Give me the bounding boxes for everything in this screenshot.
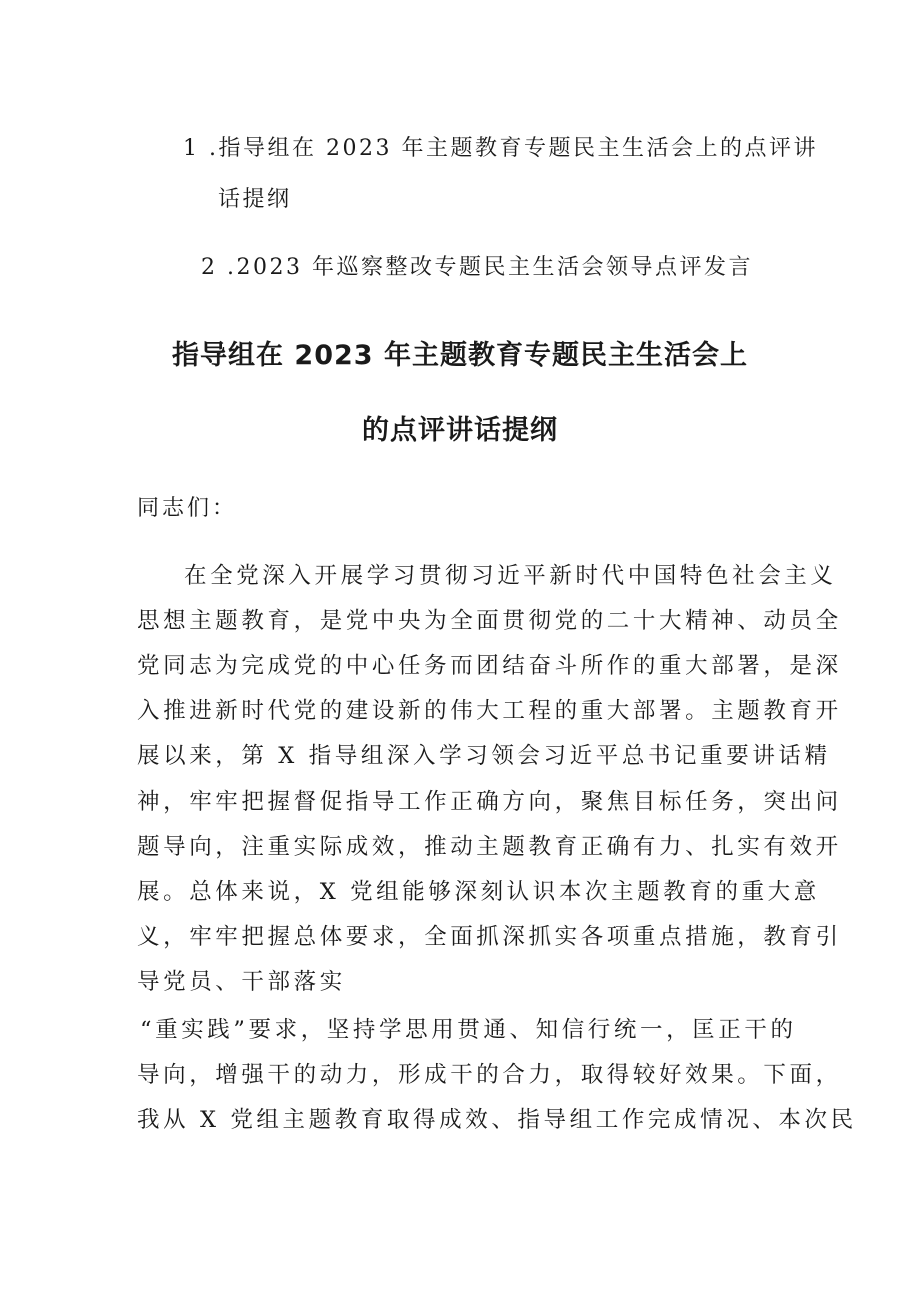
- toc-item-2: 2 .2023 年巡察整改专题民主生活会领导点评发言: [201, 255, 753, 280]
- body-line: 我从 X 党组主题教育取得成效、指导组工作完成情况、本次民: [137, 1107, 857, 1133]
- body-line: 导向，增强干的动力，形成干的合力，取得较好效果。下面，: [137, 1062, 842, 1088]
- toc-item-1: 1 .指导组在 2023 年主题教育专题民主生活会上的点评讲: [183, 136, 818, 161]
- toc-item-1-continuation: 话提纲: [218, 187, 292, 212]
- body-line: 神，牢牢把握督促指导工作正确方向，聚焦目标任务，突出问: [137, 789, 842, 815]
- body-line: 展以来，第 X 指导组深入学习领会习近平总书记重要讲话精: [137, 743, 831, 769]
- body-line: 入推进新时代党的建设新的伟大工程的重大部署。主题教育开: [137, 698, 842, 724]
- body-line: 思想主题教育，是党中央为全面贯彻党的二十大精神、动员全: [137, 608, 842, 634]
- salutation: 同志们：: [137, 496, 238, 521]
- document-title-line-2: 的点评讲话提纲: [362, 415, 558, 446]
- body-line: 展。总体来说，X 党组能够深刻认识本次主题教育的重大意: [137, 879, 820, 905]
- body-line: 导党员、干部落实: [137, 969, 346, 995]
- document-title-line-1: 指导组在 2023 年主题教育专题民主生活会上: [172, 340, 748, 371]
- body-line: “重实践”要求，坚持学思用贯通、知信行统一，匡正干的: [140, 1017, 797, 1043]
- body-line: 党同志为完成党的中心任务而团结奋斗所作的重大部署，是深: [137, 653, 842, 679]
- body-line: 在全党深入开展学习贯彻习近平新时代中国特色社会主义: [184, 563, 837, 589]
- body-line: 义，牢牢把握总体要求，全面抓深抓实各项重点措施，教育引: [137, 924, 842, 950]
- body-line: 题导向，注重实际成效，推动主题教育正确有力、扎实有效开: [137, 834, 842, 860]
